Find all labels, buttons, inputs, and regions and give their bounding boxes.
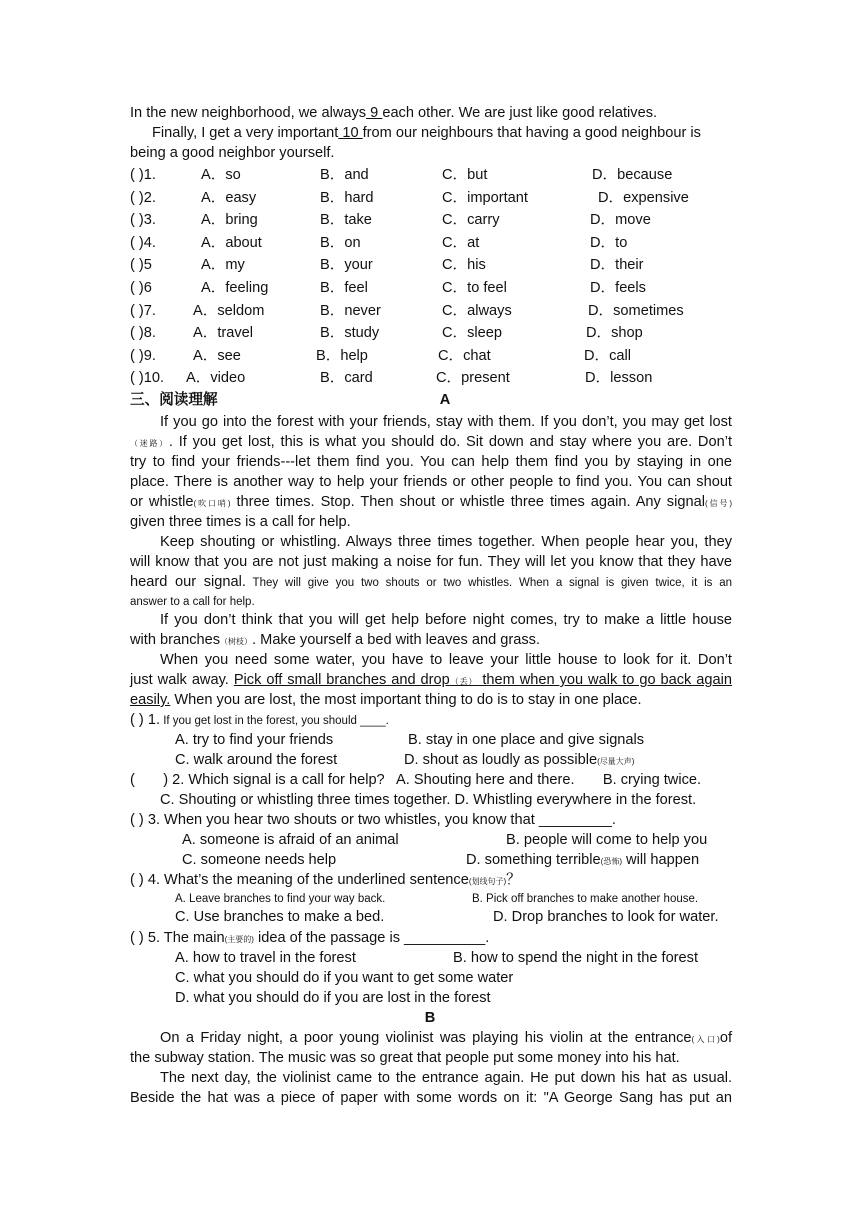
reading-q1-option-b: B. stay in one place and give signals bbox=[408, 732, 645, 748]
reading-q3-option-a: A. someone is afraid of an animal bbox=[182, 832, 399, 848]
passage-a-line: place. There is another way to help your friends or other people to find you. You can shout bbox=[130, 474, 732, 490]
option-c: C．his bbox=[442, 257, 486, 274]
option-d: D．feels bbox=[590, 280, 646, 296]
passage-a-line: given three times is a call for help. bbox=[130, 514, 351, 530]
passage-b-line: On a Friday night, a poor young violinist was playing his violin at the entrance(入口)of bbox=[160, 1030, 733, 1046]
option-c: C．at bbox=[442, 234, 480, 251]
option-d: D．because bbox=[592, 167, 673, 183]
option-c: C．but bbox=[442, 167, 488, 183]
option-b: B．never bbox=[320, 302, 381, 319]
reading-q2-options: C. Shouting or whistling three times together. D. Whistling everywhere in the forest. bbox=[160, 792, 697, 808]
cloze-question-row bbox=[130, 233, 750, 253]
reading-q4-stem: ( ) 4. What’s the meaning of the underlined sentence(划线句子)？ bbox=[130, 872, 521, 888]
cloze-line-2: Finally, I get a very important 10 from our neighbours that having a good neighbour is bbox=[152, 125, 701, 141]
option-d: D．their bbox=[590, 257, 644, 274]
option-d: D．move bbox=[590, 212, 651, 229]
cloze-question-row bbox=[130, 323, 750, 343]
question-number: ( )7. bbox=[130, 302, 156, 319]
option-d: D．sometimes bbox=[588, 302, 684, 319]
reading-q4-option-b: B. Pick off branches to make another house. bbox=[472, 893, 699, 905]
option-c: C．to feel bbox=[442, 280, 507, 296]
option-b: B．your bbox=[320, 257, 373, 274]
cloze-question-row bbox=[130, 301, 750, 321]
cloze-question-row bbox=[130, 255, 750, 275]
option-d: D．call bbox=[584, 347, 632, 364]
option-a: A．feeling bbox=[201, 280, 269, 296]
question-number: ( )4. bbox=[130, 234, 156, 251]
option-c: C．carry bbox=[442, 212, 500, 229]
passage-a-line: answer to a call for help. bbox=[130, 596, 255, 608]
option-a: A．easy bbox=[201, 189, 257, 206]
passage-a-line: heard our signal. They will give you two shouts or two whistles. When a signal is given twice, it is an bbox=[130, 574, 733, 590]
option-c: C．chat bbox=[438, 347, 491, 364]
option-a: A．about bbox=[201, 234, 262, 251]
option-a: A．my bbox=[201, 257, 245, 274]
underlined-sentence: Pick off small branches and drop bbox=[233, 672, 450, 688]
reading-q4-option-a: A. Leave branches to find your way back. bbox=[175, 893, 386, 905]
option-a: A．so bbox=[201, 167, 241, 183]
option-d: D．expensive bbox=[598, 189, 689, 206]
option-b: B．take bbox=[320, 212, 372, 229]
option-c: C．important bbox=[442, 189, 528, 206]
passage-a-line: try to find your friends---let them find you. You can help them find you by staying in one bbox=[130, 454, 732, 470]
option-b: B．help bbox=[316, 347, 368, 364]
option-c: C．sleep bbox=[442, 325, 503, 342]
passage-b-line: The next day, the violinist came to the entrance again. He put down his hat as usual. bbox=[160, 1070, 732, 1086]
cloze-question-row bbox=[130, 278, 750, 298]
cloze-line-1: In the new neighborhood, we always 9 each other. We are just like good relatives. bbox=[130, 105, 658, 121]
reading-q3-option-c: C. someone needs help bbox=[182, 852, 337, 868]
question-number: ( )3. bbox=[130, 212, 156, 229]
option-d: D．to bbox=[590, 234, 628, 251]
question-number: ( )1. bbox=[130, 167, 156, 183]
passage-a-line: Keep shouting or whistling. Always three times together. When people hear you, they bbox=[160, 534, 732, 550]
passage-b-line: the subway station. The music was so great that people put some money into his hat. bbox=[130, 1050, 680, 1066]
option-b: B．feel bbox=[320, 280, 368, 296]
section-title: 三、阅读理解 bbox=[130, 392, 218, 408]
question-number: ( )8. bbox=[130, 325, 156, 342]
passage-a-line: with branches（树枝）. Make yourself a bed with leaves and grass. bbox=[130, 632, 541, 648]
passage-a-line: When you need some water, you have to leave your little house to look for it. Don’t bbox=[160, 652, 732, 668]
cloze-question-row bbox=[130, 165, 750, 185]
reading-q4-option-d: D. Drop branches to look for water. bbox=[493, 909, 719, 925]
option-a: A．seldom bbox=[193, 302, 265, 319]
reading-q2-stem: ( ) 2. Which signal is a call for help? A. Shouting here and there. B. crying twice. bbox=[130, 772, 702, 788]
cloze-question-row bbox=[130, 346, 750, 366]
passage-a-line: If you don’t think that you will get help before night comes, try to make a little house bbox=[160, 612, 732, 628]
reading-q1-option-d: D. shout as loudly as possible(尽量大声) bbox=[404, 752, 635, 768]
reading-q4-option-c: C. Use branches to make a bed. bbox=[175, 909, 385, 925]
passage-b-line: Beside the hat was a piece of paper with some words on it: "A George Sang has put an bbox=[130, 1090, 732, 1106]
question-number: ( )2. bbox=[130, 189, 156, 206]
passage-a-line: will know that you are not just making a noise for fun. They will let you know that they have bbox=[130, 554, 732, 570]
option-a: A．travel bbox=[193, 325, 254, 342]
reading-q1-stem: ( ) 1. If you get lost in the forest, you should ____. bbox=[130, 712, 389, 728]
passage-a-line: just walk away. Pick off small branches and drop（丢） them when you walk to go back again bbox=[130, 672, 733, 688]
cloze-question-row bbox=[130, 368, 750, 388]
reading-q5-option-c: C. what you should do if you want to get some water bbox=[175, 970, 514, 986]
option-d: D．shop bbox=[586, 325, 643, 342]
option-b: B．study bbox=[320, 325, 380, 342]
passage-a-line: easily. When you are lost, the most important thing to do is to stay in one place. bbox=[130, 692, 642, 708]
option-d: D．lesson bbox=[585, 370, 653, 387]
option-c: C．present bbox=[436, 370, 510, 387]
passage-a-line: （迷路）. If you get lost, this is what you should do. Sit down and stay where you are. Don’t bbox=[130, 434, 733, 450]
cloze-question-row bbox=[130, 210, 750, 230]
reading-q3-option-d: D. something terrible(恐怖) will happen bbox=[466, 852, 700, 868]
cloze-question-row bbox=[130, 188, 750, 208]
passage-b-label: B bbox=[424, 1010, 436, 1026]
question-number: ( )5 bbox=[130, 257, 152, 274]
option-a: A．bring bbox=[201, 212, 258, 229]
option-a: A．see bbox=[193, 347, 241, 364]
reading-q5-stem: ( ) 5. The main(主要的) idea of the passage is __________. bbox=[130, 930, 490, 946]
option-b: B．hard bbox=[320, 189, 374, 206]
option-b: B．on bbox=[320, 234, 361, 251]
option-a: A．video bbox=[186, 370, 246, 387]
reading-q5-option-b: B. how to spend the night in the forest bbox=[453, 950, 699, 966]
option-c: C．always bbox=[442, 302, 512, 319]
question-number: ( )10. bbox=[130, 370, 165, 387]
passage-a-label: A bbox=[439, 392, 451, 408]
option-b: B．and bbox=[320, 167, 369, 183]
question-number: ( )6 bbox=[130, 280, 152, 296]
reading-q3-option-b: B. people will come to help you bbox=[506, 832, 708, 848]
reading-q1-option-c: C. walk around the forest bbox=[175, 752, 338, 768]
passage-a-line: If you go into the forest with your friends, stay with them. If you don’t, you may get lost bbox=[160, 414, 732, 430]
cloze-line-3: being a good neighbor yourself. bbox=[130, 145, 335, 161]
reading-q5-option-d: D. what you should do if you are lost in the forest bbox=[175, 990, 491, 1006]
passage-a-line: or whistle(吹口哨) three times. Stop. Then shout or whistle three times again. Any signal(信号) bbox=[130, 494, 732, 510]
reading-q1-option-a: A. try to find your friends bbox=[175, 732, 334, 748]
reading-q3-stem: ( ) 3. When you hear two shouts or two whistles, you know that _________. bbox=[130, 812, 616, 828]
option-b: B．card bbox=[320, 370, 373, 387]
reading-q5-option-a: A. how to travel in the forest bbox=[175, 950, 356, 966]
question-number: ( )9. bbox=[130, 347, 156, 364]
